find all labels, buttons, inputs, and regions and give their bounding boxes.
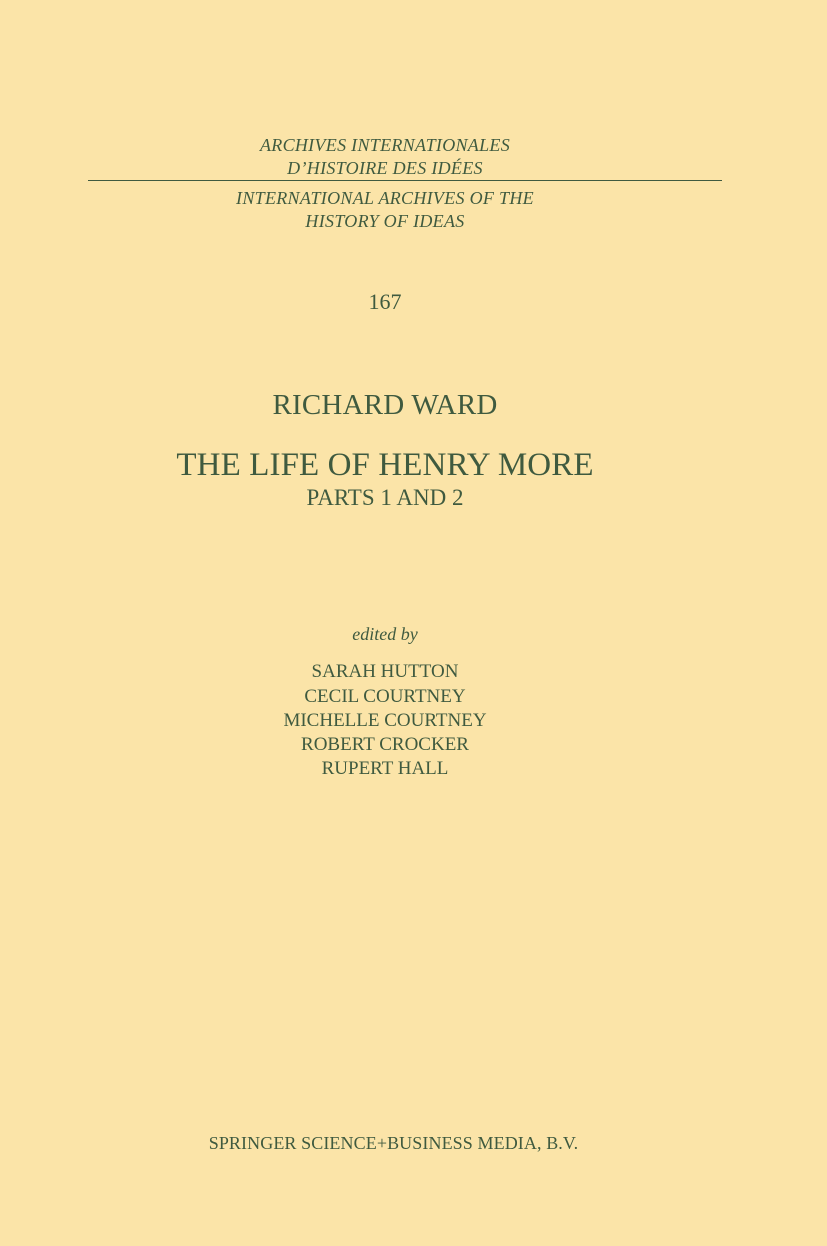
editor-name: SARAH HUTTON — [311, 661, 459, 682]
edited-by-label: edited by — [352, 624, 418, 644]
series-title-french-line-1: ARCHIVES INTERNATIONALES — [259, 135, 511, 155]
editor-name: RUPERT HALL — [321, 758, 449, 779]
editor-name: ROBERT CROCKER — [301, 734, 469, 755]
series-divider-rule — [88, 180, 722, 181]
series-title-english-line-1: INTERNATIONAL ARCHIVES OF THE — [236, 188, 534, 208]
book-subtitle: PARTS 1 AND 2 — [306, 485, 464, 510]
series-title-french-line-2: D’HISTOIRE DES IDÉES — [287, 158, 483, 178]
publisher-imprint: SPRINGER SCIENCE+BUSINESS MEDIA, B.V. — [208, 1133, 579, 1153]
editor-name: MICHELLE COURTNEY — [283, 710, 487, 731]
book-title: THE LIFE OF HENRY MORE — [176, 447, 594, 483]
editor-name: CECIL COURTNEY — [304, 686, 466, 707]
series-title-english-line-2: HISTORY OF IDEAS — [305, 211, 465, 231]
volume-number: 167 — [368, 289, 402, 314]
book-author: RICHARD WARD — [272, 389, 498, 421]
